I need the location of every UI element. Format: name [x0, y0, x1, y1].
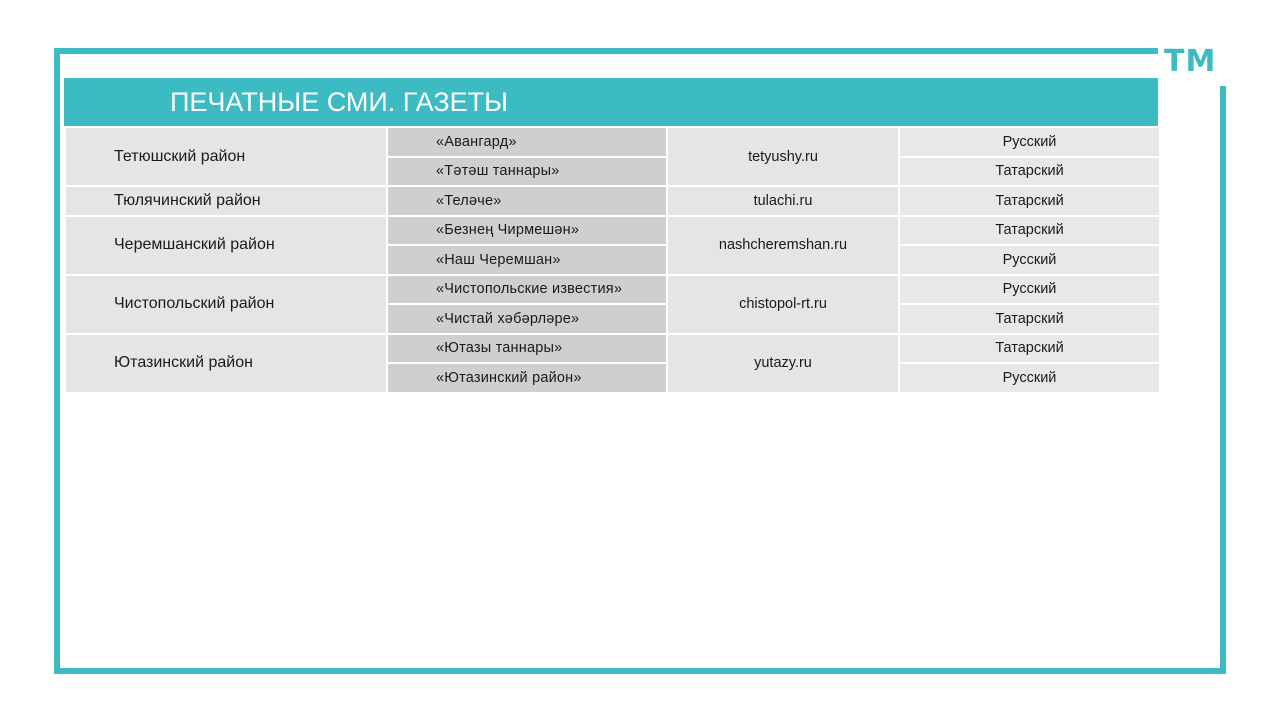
- language-cell: Татарский: [899, 157, 1160, 187]
- district-cell: Ютазинский район: [65, 334, 387, 393]
- table-row: [65, 216, 1160, 246]
- district-cell: Тетюшский район: [65, 127, 387, 186]
- language-cell: Русский: [899, 363, 1160, 393]
- website-cell[interactable]: yutazy.ru: [667, 334, 899, 393]
- frame-top-border: [54, 48, 1158, 54]
- frame-bottom-border: [54, 668, 1226, 674]
- website-cell[interactable]: tetyushy.ru: [667, 127, 899, 186]
- district-cell: Тюлячинский район: [65, 186, 387, 216]
- website-cell[interactable]: tulachi.ru: [667, 186, 899, 216]
- newspaper-cell: «Чистай хәбәрләре»: [387, 304, 667, 334]
- newspaper-cell: «Ютазинский район»: [387, 363, 667, 393]
- page-title: ПЕЧАТНЫЕ СМИ. ГАЗЕТЫ: [170, 87, 509, 117]
- newspaper-cell: «Теләче»: [387, 186, 667, 216]
- language-cell: Русский: [899, 127, 1160, 157]
- newspaper-cell: «Чистопольские известия»: [387, 275, 667, 305]
- newspapers-table: [64, 126, 1161, 394]
- frame-right-border: [1220, 86, 1226, 674]
- website-cell[interactable]: nashcheremshan.ru: [667, 216, 899, 275]
- newspaper-cell: «Наш Черемшан»: [387, 245, 667, 275]
- newspaper-cell: «Безнең Чирмешән»: [387, 216, 667, 246]
- tm-logo: TM: [1164, 44, 1217, 79]
- table-row: [65, 334, 1160, 364]
- language-cell: Татарский: [899, 186, 1160, 216]
- table-row: [65, 275, 1160, 305]
- table-row: [65, 127, 1160, 157]
- language-cell: Татарский: [899, 304, 1160, 334]
- district-cell: Черемшанский район: [65, 216, 387, 275]
- table-row: [65, 186, 1160, 216]
- language-cell: Русский: [899, 245, 1160, 275]
- language-cell: Татарский: [899, 334, 1160, 364]
- title-bar: [64, 78, 1158, 126]
- frame-left-border: [54, 48, 60, 674]
- newspaper-cell: «Тәтәш таннары»: [387, 157, 667, 187]
- newspaper-cell: «Ютазы таннары»: [387, 334, 667, 364]
- language-cell: Татарский: [899, 216, 1160, 246]
- district-cell: Чистопольский район: [65, 275, 387, 334]
- language-cell: Русский: [899, 275, 1160, 305]
- newspaper-cell: «Авангард»: [387, 127, 667, 157]
- website-cell[interactable]: chistopol-rt.ru: [667, 275, 899, 334]
